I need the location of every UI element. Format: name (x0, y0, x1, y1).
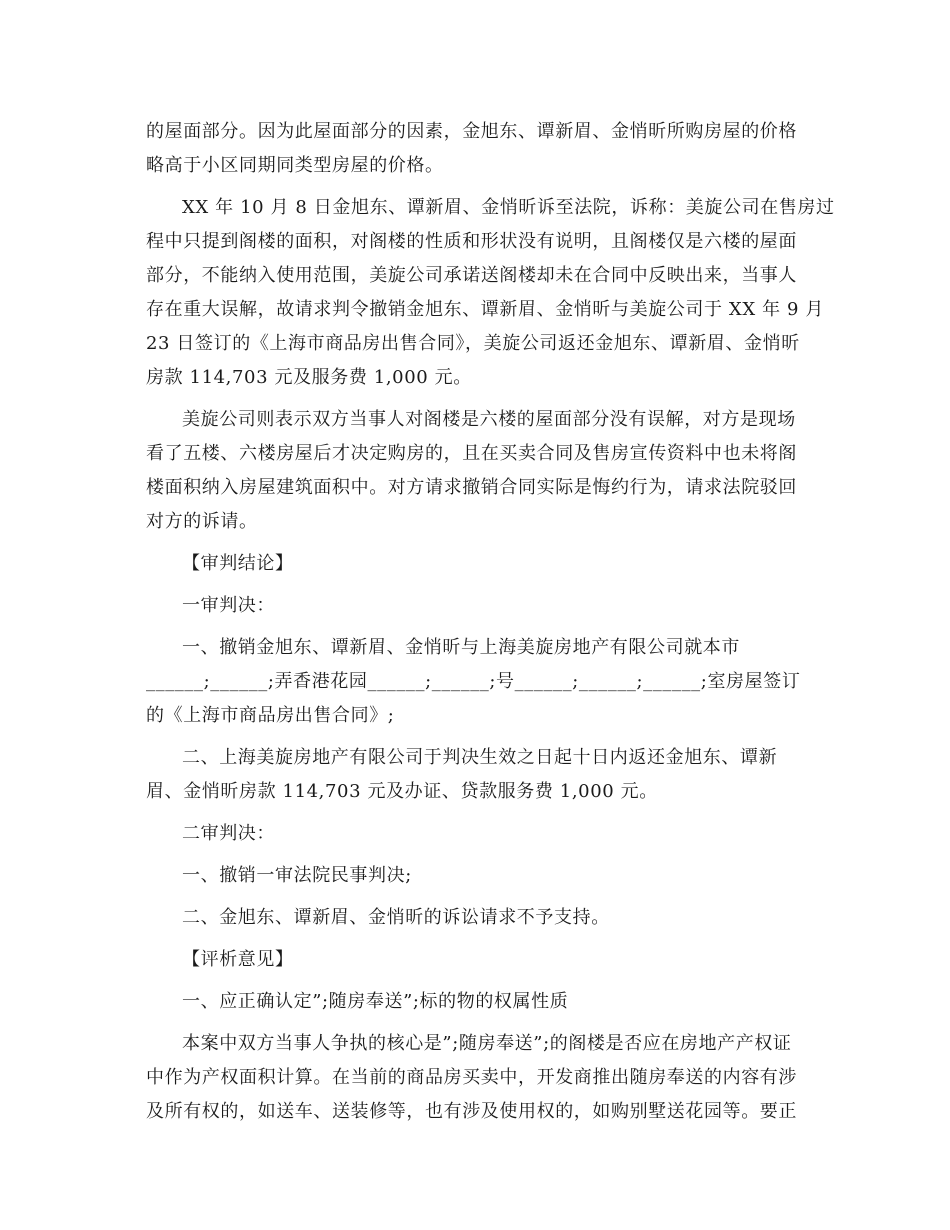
section-heading: 【审判结论】 (182, 553, 294, 574)
text-line: 本案中双方当事人争执的核心是”;随房奉送”;的阁楼是否应在房地产产权证 (182, 1033, 792, 1054)
text-line: 存在重大误解，故请求判令撤销金旭东、谭新眉、金悄昕与美旋公司于 XX 年 9 月 (146, 299, 824, 320)
text-line: 看了五楼、六楼房屋后才决定购房的，且在买卖合同及售房宣传资料中也未将阁 (146, 443, 797, 464)
text-line: 二审判决： (182, 823, 275, 844)
text-line: 略高于小区同期同类型房屋的价格。 (146, 155, 444, 176)
text-line: 对方的诉请。 (146, 511, 258, 532)
text-line: XX 年 10 月 8 日金旭东、谭新眉、金悄昕诉至法院，诉称：美旋公司在售房过 (182, 197, 835, 218)
text-line: ______;______;弄香港花园______;______;号______;______;______;室房屋签订 (146, 671, 801, 692)
text-line: 一审判决： (182, 595, 275, 616)
text-line: 部分，不能纳入使用范围，美旋公司承诺送阁楼却未在合同中反映出来，当事人 (146, 265, 797, 286)
section-heading: 【评析意见】 (182, 949, 294, 970)
text-line: 23 日签订的《上海市商品房出售合同》，美旋公司返还金旭东、谭新眉、金悄昕 (146, 333, 800, 354)
text-line: 程中只提到阁楼的面积，对阁楼的性质和形状没有说明，且阁楼仅是六楼的屋面 (146, 231, 797, 252)
text-line: 的《上海市商品房出售合同》; (146, 705, 395, 726)
text-line: 一、撤销一审法院民事判决; (182, 865, 412, 886)
text-line: 一、撤销金旭东、谭新眉、金悄昕与上海美旋房地产有限公司就本市 (182, 637, 740, 658)
text-line: 美旋公司则表示双方当事人对阁楼是六楼的屋面部分没有误解，对方是现场 (182, 409, 796, 430)
text-line: 二、上海美旋房地产有限公司于判决生效之日起十日内返还金旭东、谭新 (182, 747, 778, 768)
text-line: 房款 114,703 元及服务费 1,000 元。 (146, 367, 472, 388)
text-line: 楼面积纳入房屋建筑面积中。对方请求撤销合同实际是悔约行为，请求法院驳回 (146, 477, 797, 498)
text-line: 一、应正确认定”;随房奉送”;标的物的权属性质 (182, 991, 569, 1012)
text-line: 及所有权的，如送车、送装修等，也有涉及使用权的，如购别墅送花园等。要正 (146, 1101, 797, 1122)
text-line: 眉、金悄昕房款 114,703 元及办证、贷款服务费 1,000 元。 (146, 781, 658, 802)
text-line: 的屋面部分。因为此屋面部分的因素，金旭东、谭新眉、金悄昕所购房屋的价格 (146, 121, 797, 142)
text-line: 二、金旭东、谭新眉、金悄昕的诉讼请求不予支持。 (182, 907, 610, 928)
text-line: 中作为产权面积计算。在当前的商品房买卖中，开发商推出随房奉送的内容有涉 (146, 1067, 797, 1088)
